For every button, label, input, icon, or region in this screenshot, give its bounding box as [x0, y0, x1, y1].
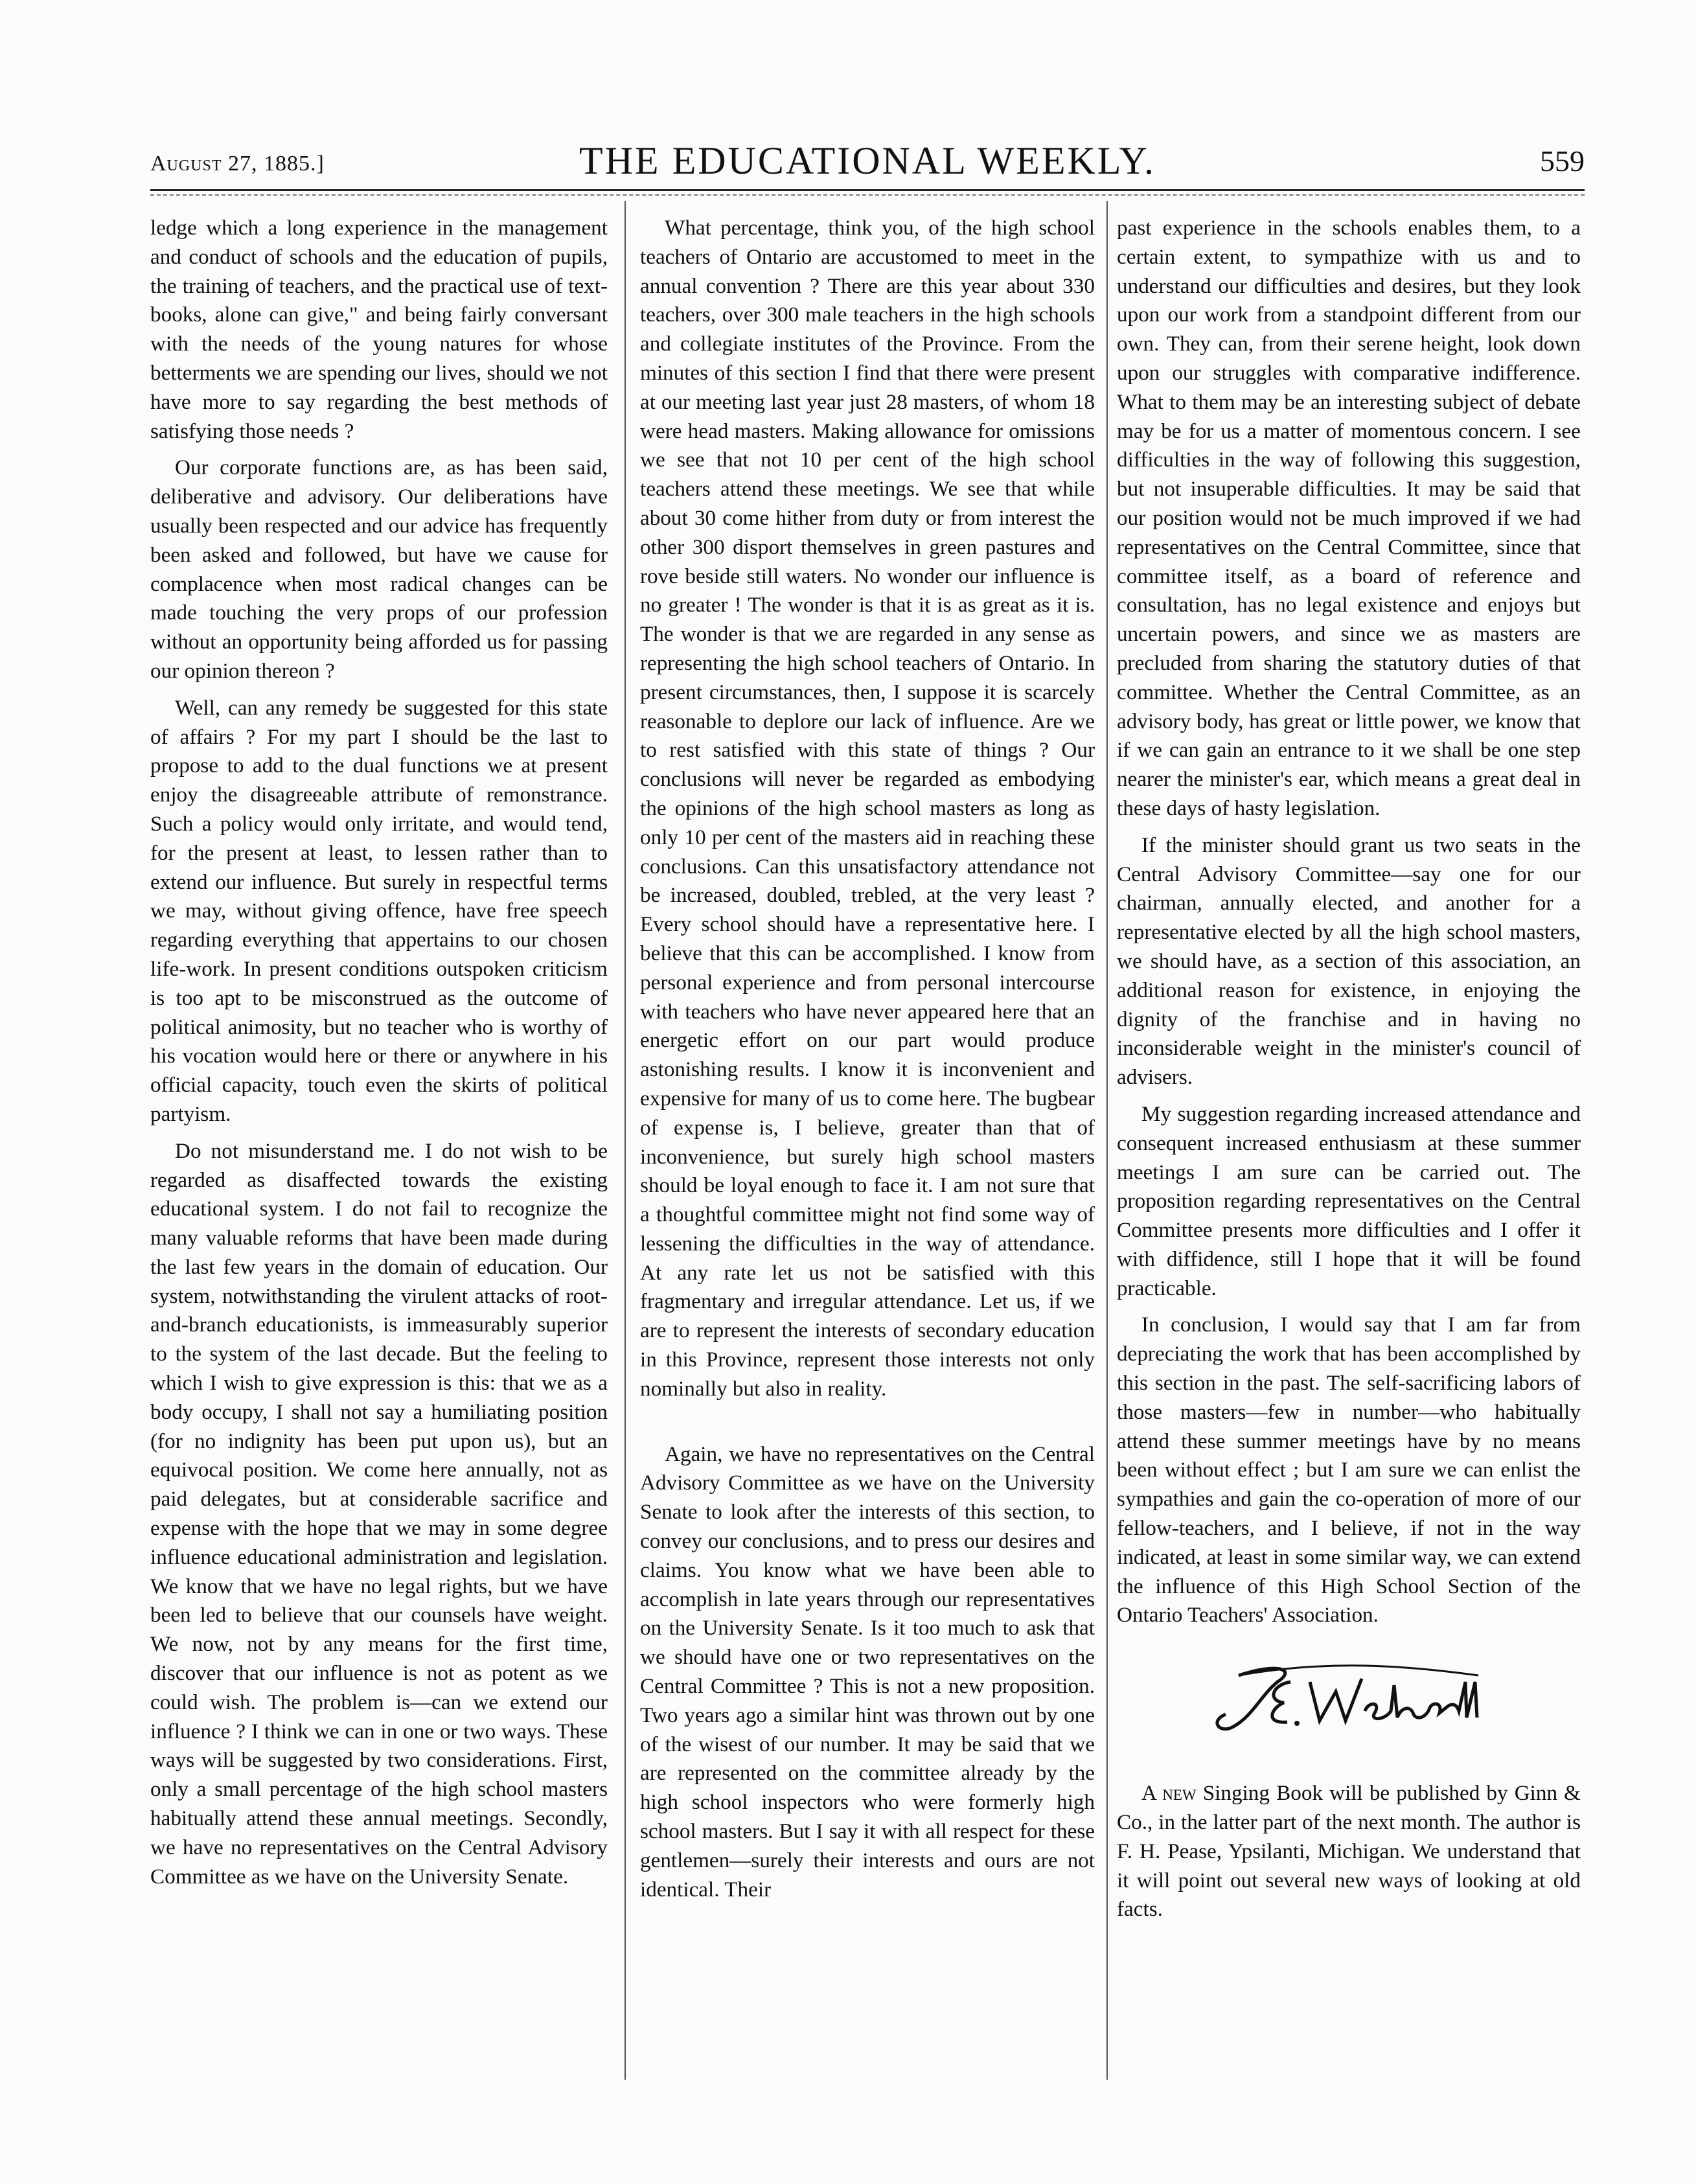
publication-title: THE EDUCATIONAL WEEKLY.: [579, 139, 1156, 182]
paragraph: Again, we have no representatives on the Central Advisory Committee as we have on the University Senate to look after the interests of this section, to convey our conclusions, and to press our desires and claims. You know what we have been able to accomplish in late years through our representatives on the University Senate. Is it too much to ask that we should have one or two representatives on the Central Committee ? This is not a new proposition. Two years ago a similar hint was thrown out by one of the wisest of our number. It may be said that we are represented on the committee already by the high school inspectors who were formerly high school masters. But I say it with all respect for these gentlemen—surely their interests and ours are not identical. Their: [640, 1442, 1095, 1902]
paragraph: Do not misunderstand me. I do not wish to be regarded as disaffected towards the existing educational system. I do not fail to recognize the many valuable reforms that have been made during the last few years in the domain of education. Our system, notwithstanding the virulent attacks of root-and-branch educationists, is immeasurably superior to the system of the last decade. But the feeling to which I wish to give expression is this: that we as a body occupy, I shall not say a humiliating position (for no indignity has been put upon us), but an equivocal position. We come here annually, not as paid delegates, but at considerable sacrifice and expense with the hope that we may in some degree influence educational administration and legislation. We know that we have no legal rights, but we have been led to believe that our counsels have weight. We now, not by any means for the first time, discover that our influence is not as potent as we could wish. The problem is—can we extend our influence ? I think we can in one or two ways. These ways will be suggested by two considerations. First, only a small percentage of the high school masters habitually attend these annual meetings. Secondly, we have no representatives on the Central Advisory Committee as we have on the University Senate.: [150, 1138, 608, 1889]
author-signature: [1117, 1656, 1581, 1740]
column-divider-2: [1106, 201, 1108, 2080]
signature-graphic: [1200, 1656, 1498, 1740]
paragraph: What percentage, think you, of the high school teachers of Ontario are accustomed to meet in the annual convention ? There are this year about 330 teachers, over 300 male teachers in the high schools and collegiate institutes of the Province. From the minutes of this section I find that there were present at our meeting last year just 28 masters, of whom 18 were head masters. Making allowance for omissions we see that not 10 per cent of the high school teachers attend these meetings. We see that while about 30 come hither from duty or from interest the other 300 disport themselves in green pastures and rove beside still waters. No wonder our influence is no greater ! The wonder is that it is as great as it is. The wonder is that we are regarded in any sense as representing the high school teachers of Ontario. In present circumstances, then, I suppose it is scarcely reasonable to deplore our lack of influence. Are we to rest satisfied with this state of things ? Our conclusions will never be regarded as embodying the opinions of the high school masters as long as only 10 per cent of the masters aid in reaching these conclusions. Can this unsatisfactory attendance not be increased, doubled, trebled, at the very least ? Every school should have a representative here. I believe that this can be accomplished. I know from personal experience and from personal intercourse with teachers who have never appeared here that an energetic effort on our part would produce astonishing results. I know it is inconvenient and expensive for many of us to come here. The bugbear of expense is, I believe, greater than that of inconvenience, but surely high school masters should be loyal enough to face it. I am not sure that a thoughtful committee might not find some way of lessening the difficulties in the way of attendance. At any rate let us not be satisfied with this fragmentary and irregular attendance. Let us, if we are to represent the interests of secondary education in this Province, represent those interests not only nominally but also in reality.: [640, 216, 1095, 1401]
paragraph: past experience in the schools enables them, to a certain extent, to sympathize with us and to understand our difficulties and desires, but they look upon our work from a standpoint different from our own. They can, from their serene height, look down upon our struggles with comparative indifference. What to them may be an interesting subject of debate may be for us a matter of momentous concern. I see difficulties in the way of following this suggestion, but not insuperable difficulties. It may be said that our position would not be much improved if we had representatives on the Central Committee, since that committee itself, as a board of reference and consultation, has no legal existence and enjoys but uncertain powers, and since we as masters are precluded from sharing the statutory duties of that committee. Whether the Central Committee, as an advisory body, has great or little power, we know that if we can gain an entrance to it we shall be one step nearer the minister's ear, which means a great deal in these days of hasty legislation.: [1117, 216, 1581, 820]
paragraph: ledge which a long experience in the management and conduct of schools and the education of pupils, the training of teachers, and the practical use of text-books, alone can give," and being fairly conversant with the needs of the young natures for whose betterments we are spending our lives, should we not have more to say regarding the best methods of satisfying those needs ?: [150, 216, 608, 443]
notice-paragraph: [1117, 1779, 1581, 1924]
header-rule-dashed: [150, 194, 1585, 196]
column-3: [1117, 214, 1581, 1932]
paragraph: Our corporate functions are, as has been said, deliberative and advisory. Our deliberations have usually been respected and our advice has frequently been asked and followed, but have we cause for complacence when most radical changes can be made touching the very props of our profession without an opportunity being afforded us for passing our opinion thereon ?: [150, 455, 608, 683]
paragraph: If the minister should grant us two seats in the Central Advisory Committee—say one for our chairman, annually elected, and another for a representative elected by all the high school masters, we should have, as a section of this association, an additional reason for existence, in enjoying the dignity of the franchise and in having no inconsiderable weight in the minister's council of advisers.: [1117, 833, 1581, 1090]
page-number: 559: [1540, 144, 1585, 178]
column-1: [150, 214, 608, 1899]
column-2: [640, 214, 1095, 1912]
paragraph: Well, can any remedy be suggested for this state of affairs ? For my part I should be the last to propose to add to the dual functions we at present enjoy the disagreeable attribute of remonstrance. Such a policy would only irritate, and would tend, for the present at least, to lessen rather than to extend our influence. But surely in respectful terms we may, without giving offence, have free speech regarding everything that appertains to our chosen life-work. In present conditions outspoken criticism is too apt to be misconstrued as the outcome of political animosity, but no teacher who is worthy of his vocation would here or there or anywhere in his official capacity, touch even the skirts of political partyism.: [150, 695, 608, 1126]
paragraph: My suggestion regarding increased attendance and consequent increased enthusiasm at these summer meetings I am sure can be carried out. The proposition regarding representatives on the Central Committee presents more difficulties and I offer it with diffidence, still I hope that it will be found practicable.: [1117, 1101, 1581, 1300]
header-rule: [150, 189, 1585, 191]
paragraph: In conclusion, I would say that I am far from depreciating the work that has been accomplished by this section in the past. The self-sacrificing labors of those masters—few in number—who habitually attend these summer meetings have by no means been without effect ; but I am sure we can enlist the sympathies and gain the co-operation of more of our fellow-teachers, and I believe, if not in the way indicated, at least in some similar way, we can extend the influence of this High School Section of the Ontario Teachers' Association.: [1117, 1313, 1581, 1627]
notice-lead: A new: [1141, 1781, 1197, 1806]
page-header: [150, 139, 1585, 184]
notice-text: Singing Book will be published by Ginn & Co., in the latter part of the next month. The author is F. H. Pease, Ypsilanti, Michigan. We understand that it will point out several new ways of looking at old facts.: [1117, 1781, 1581, 1922]
issue-date: August 27, 1885.]: [150, 152, 325, 176]
column-divider-1: [625, 201, 626, 2080]
